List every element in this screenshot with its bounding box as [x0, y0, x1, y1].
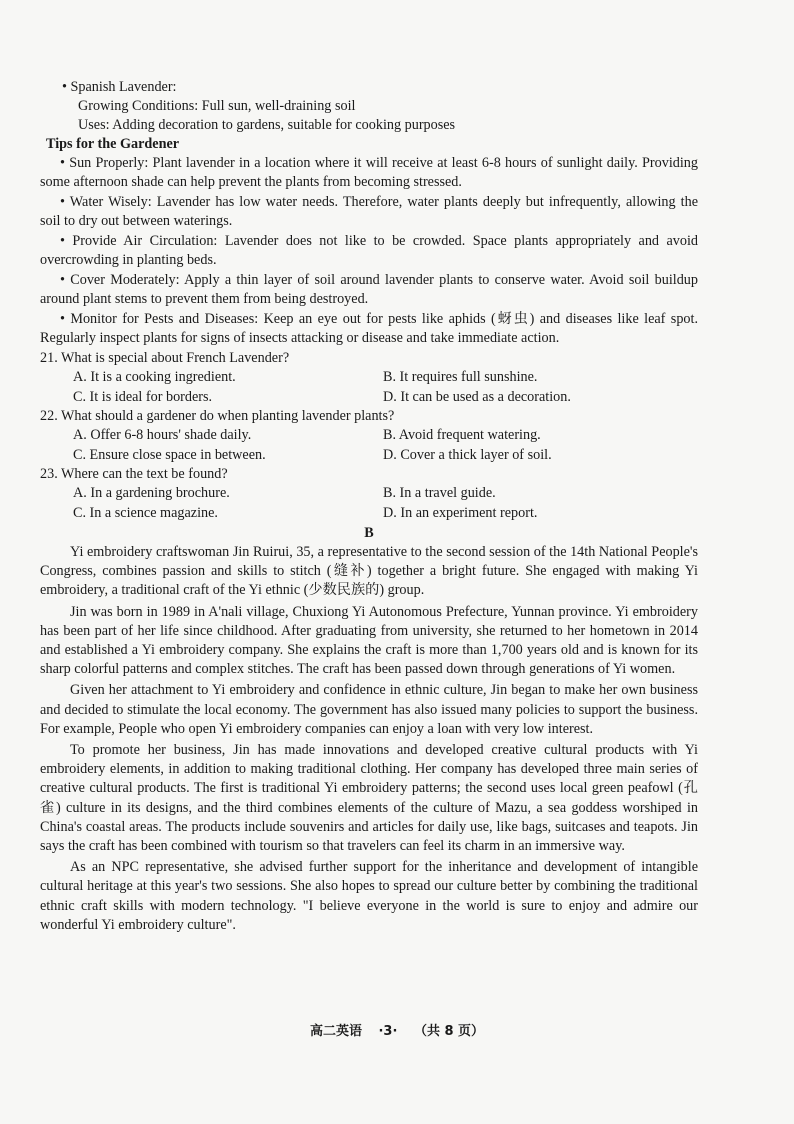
option-c[interactable]: C. Ensure close space in between.	[73, 446, 266, 463]
option-b[interactable]: B. In a travel guide.	[383, 485, 496, 501]
lavender-name-text: Spanish Lavender:	[70, 79, 177, 95]
passage-paragraph-2: Jin was born in 1989 in A'nali village, Chuxiong Yi Autonomous Prefecture, Yunnan province. Yi embroidery has been part of her life since childhood. After graduating from university, she returned to her hometown in 2014 and established a Yi embroidery company. She explains the craft is more than 1,700 years old and is known for its sharp colorful patterns and complex stitches. The craft has been passed down through generations of Yi women.	[40, 603, 698, 678]
option-c[interactable]: C. It is ideal for borders.	[73, 388, 213, 405]
lavender-entry	[62, 78, 698, 135]
option-a[interactable]: A. It is a cooking ingredient.	[73, 369, 236, 385]
tip-pests: • Monitor for Pests and Diseases: Keep an eye out for pests like aphids (蚜虫) and diseases like leaf spot. Regularly inspect plants for signs of insects attacking or disease and take immediate action.	[40, 311, 698, 346]
tip-sun: • Sun Properly: Plant lavender in a location where it will receive at least 6-8 hours of sunlight daily. Providing some afternoon shade can help prevent the plants from becoming stressed.	[40, 155, 698, 190]
question-stem: 21. What is special about French Lavender?	[40, 350, 290, 366]
question-21	[40, 349, 698, 407]
passage-paragraph-3: Given her attachment to Yi embroidery and confidence in ethnic culture, Jin began to make her own business and decided to stimulate the local economy. The government has also issued many policies to support the business. For example, People who open Yi embroidery companies can enjoy a loan with very low interest.	[40, 682, 698, 737]
passage-paragraph-4: To promote her business, Jin has made innovations and developed creative cultural products with Yi embroidery elements, in addition to making traditional clothing. Her company has developed three main series of creative cultural products. The first is traditional Yi embroidery patterns; the second uses local green peafowl (孔雀) culture in its designs, and the third combines elements of the culture of Mazu, a sea goddess worshiped in China's coastal areas. The products include souvenirs and articles for daily use, like bags, suitcases and teapots. Jin says the craft has been combined with tourism so that travelers can feel its charm in an immersive way.	[40, 742, 698, 855]
option-b[interactable]: B. Avoid frequent watering.	[383, 427, 541, 443]
footer-page-number: ·3·	[378, 1024, 398, 1039]
answer-options	[73, 484, 698, 523]
footer-total-pages: （共 8 页）	[413, 1024, 485, 1039]
option-a[interactable]: A. Offer 6-8 hours' shade daily.	[73, 427, 252, 443]
answer-options	[73, 368, 698, 407]
option-b[interactable]: B. It requires full sunshine.	[383, 369, 538, 385]
question-22	[40, 407, 698, 465]
section-label: B	[364, 525, 374, 541]
lavender-name: • Spanish Lavender:	[62, 79, 177, 95]
tip-water: • Water Wisely: Lavender has low water needs. Therefore, water plants deeply but infrequently, allowing the soil to dry out between waterings.	[40, 194, 698, 229]
tips-heading: Tips for the Gardener	[46, 136, 180, 152]
option-c[interactable]: C. In a science magazine.	[73, 504, 218, 521]
tip-cover: • Cover Moderately: Apply a thin layer of soil around lavender plants to conserve water. Avoid soil buildup around plant stems to prevent them from being destroyed.	[40, 272, 698, 307]
question-stem: 22. What should a gardener do when planting lavender plants?	[40, 408, 395, 424]
passage-paragraph-5: As an NPC representative, she advised further support for the inheritance and development of intangible cultural heritage at this year's two sessions. She also hopes to spread our culture better by combining the traditional ethnic craft skills with modern technology. "I believe everyone in the world is sure to enjoy and admire our wonderful Yi embroidery culture".	[40, 859, 698, 933]
lavender-uses: Uses: Adding decoration to gardens, suitable for cooking purposes	[78, 117, 456, 133]
option-d[interactable]: D. In an experiment report.	[383, 504, 538, 521]
option-d[interactable]: D. Cover a thick layer of soil.	[383, 446, 552, 463]
option-d[interactable]: D. It can be used as a decoration.	[383, 388, 571, 405]
footer-subject: 高二英语	[309, 1024, 362, 1039]
question-stem: 23. Where can the text be found?	[40, 466, 228, 482]
growing-conditions: Growing Conditions: Full sun, well-draining soil	[78, 98, 356, 114]
tip-air: • Provide Air Circulation: Lavender does not like to be crowded. Space plants appropriately and avoid overcrowding in planting beds.	[40, 233, 698, 268]
page-content	[40, 78, 698, 935]
page-footer	[0, 1022, 794, 1041]
passage-paragraph-1: Yi embroidery craftswoman Jin Ruirui, 35, a representative to the second session of the 14th National People's Congress, combines passion and skills to stitch (缝补) together a bright future. She engaged with making Yi embroidery, a traditional craft of the Yi ethnic (少数民族的) group.	[40, 544, 698, 599]
option-a[interactable]: A. In a gardening brochure.	[73, 485, 230, 501]
question-23	[40, 465, 698, 523]
answer-options	[73, 426, 698, 465]
